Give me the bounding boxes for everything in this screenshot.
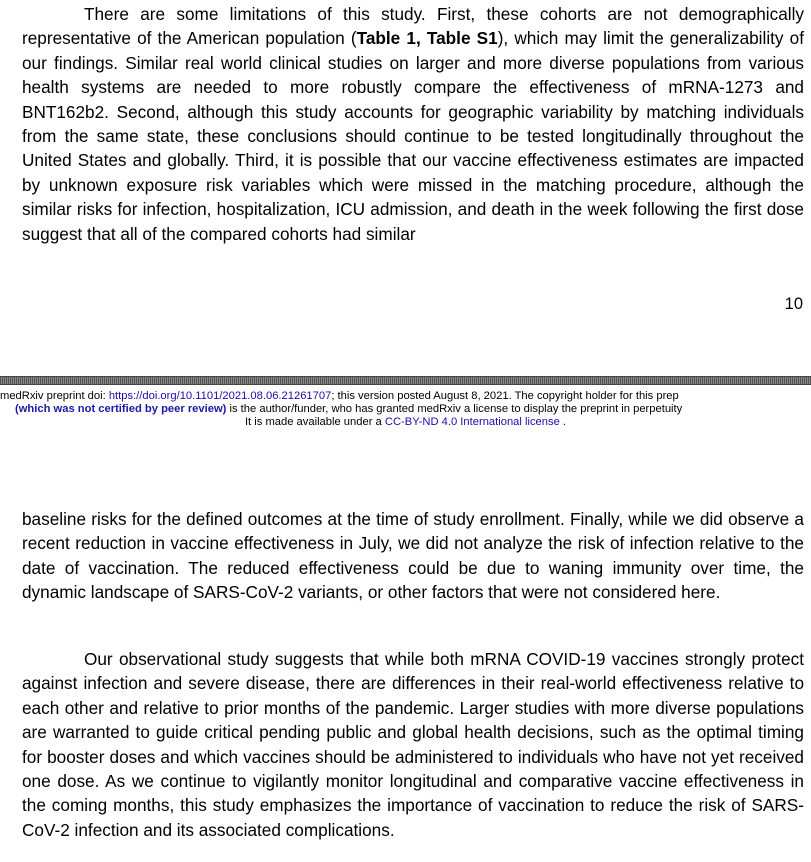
preprint-notice-line3 [0,416,811,429]
preprint-notice-line2 [15,403,811,416]
baseline-paragraph: baseline risks for the defined outcomes at the time of study enrollment. Finally, while we did observe a recent reduction in vaccine effectiveness in July, we did not analyze the risk of infection relative to the date of vaccination. The reduced effectiveness could be due to waning immunity over time, the dynamic landscape of SARS-CoV-2 variants, or other factors that were not considered here. [22,509,804,603]
license-link[interactable]: CC-BY-ND 4.0 International license [384,416,560,428]
license-suffix: . [559,416,567,428]
conclusion-paragraph: Our observational study suggests that while both mRNA COVID-19 vaccines strongly protect against infection and severe disease, there are differences in their real-world effectiveness relative to each other and relative to prior months of the pandemic. Larger studies with more diverse populations are warranted to guide critical pending public and global health decisions, such as the optimal timing for booster doses and which vaccines should be administered to individuals who have not yet received one dose. As we continue to vigilantly monitor longitudinal and comparative vaccine effectiveness in the coming months, this study emphasizes the importance of vaccination to reduce the risk of SARS-CoV-2 infection and its associated complications. [22,649,804,840]
limitations-text-end: ), which may limit the generalizability of our findings. Similar real world clinical studies on larger and more diverse populations from various health systems are needed to more robustly compare the effectiveness of mRNA-1273 and BNT162b2. Second, although this study accounts for geographic variability by matching individuals from the same state, these conclusions should continue to be tested longitudinally throughout the United States and globally. Third, it is possible that our vaccine effectiveness estimates are impacted by unknown exposure risk variables which were missed in the matching procedure, although the similar risks for infection, hospitalization, ICU admission, and death in the week following the first dose suggest that all of the compared cohorts had similar [22,28,804,244]
doi-link[interactable]: https://doi.org/10.1101/2021.08.06.21261707 [108,390,332,402]
notice-prefix: medRxiv preprint doi: [0,390,109,402]
peer-review-note: (which was not certified by peer review) [15,403,227,415]
page-number: 10 [784,295,803,313]
license-prefix: It is made available under a [244,416,385,428]
limitations-paragraph [22,2,804,246]
page-divider [0,376,811,385]
license-grant-text: is the author/funder, who has granted medRxiv a license to display the preprint in perpetuity [226,403,683,415]
preprint-notice-line1 [0,390,811,403]
table-reference: Table 1, Table S1 [356,28,498,49]
notice-posted: ; this version posted August 8, 2021. The copyright holder for this prep [331,390,679,402]
limitations-text-start: There are some limitations of this study. First, these cohorts are not demographically representative of the American population ( [22,4,804,49]
